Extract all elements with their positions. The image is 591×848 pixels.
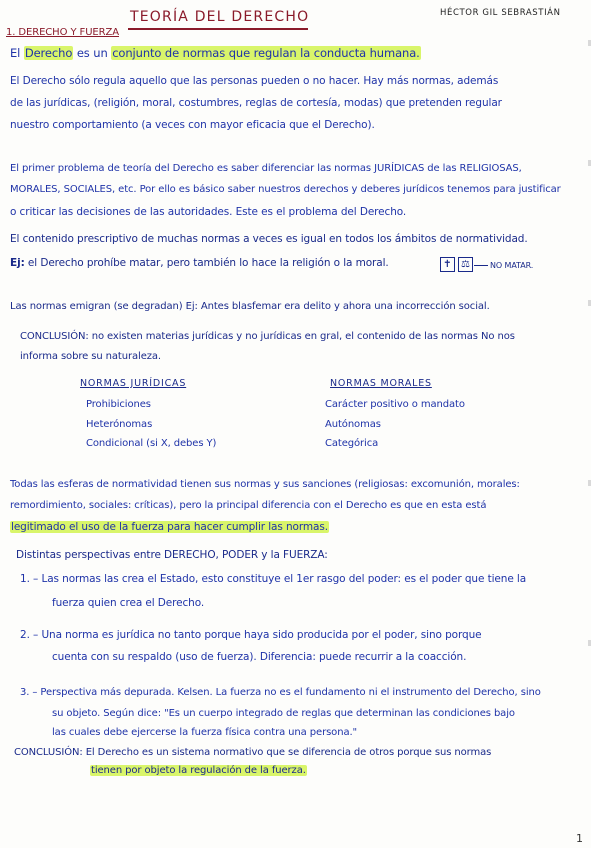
juridicas-item: Heterónomas: [86, 419, 153, 430]
example-text: el Derecho prohíbe matar, pero también lo hace la religión o la moral.: [27, 257, 389, 269]
title-underline: [128, 28, 308, 30]
problem-line-1: El primer problema de teoría del Derecho es saber diferenciar las normas JURÍDICAS de las RELIGIOSAS,: [10, 163, 522, 174]
perspective2-line-1: 2. – Una norma es jurídica no tanto porque haya sido producida por el poder, sino porque: [20, 629, 482, 641]
intro-definition: [10, 46, 421, 60]
conclusion1-line-2: informa sobre su naturaleza.: [20, 351, 162, 362]
conclusion2-line-2: [90, 764, 307, 778]
conclusion2-line-1: CONCLUSIÓN: El Derecho es un sistema normativo que se diferencia de otros porque sus normas: [14, 747, 492, 758]
morales-item: Autónomas: [325, 419, 381, 430]
spheres-line-3: [10, 520, 329, 534]
arrow-icon: [474, 265, 488, 266]
perspective1-line-2: fuerza quien crea el Derecho.: [52, 597, 205, 609]
perspective3-line-2: su objeto. Según dice: "Es un cuerpo integrado de reglas que determinan las condiciones bajo: [52, 708, 515, 719]
highlight-definition: conjunto de normas que regulan la conducta humana.: [112, 46, 420, 60]
spheres-line-1: Todas las esferas de normatividad tienen sus normas y sus sanciones (religiosas: excomunión, morales:: [10, 479, 520, 490]
perspective1-line-1: 1. – Las normas las crea el Estado, esto constituye el 1er rasgo del poder: es el poder que tiene la: [20, 573, 527, 585]
juridicas-item: Prohibiciones: [86, 399, 151, 410]
perspective3-line-3: las cuales debe ejercerse la fuerza física contra una persona.": [52, 727, 358, 738]
author-name: HÉCTOR GIL SEBRASTIÁN: [440, 8, 561, 18]
highlight-conclusion: tienen por objeto la regulación de la fuerza.: [91, 765, 306, 776]
intro-text-b: es un: [76, 46, 108, 60]
morales-heading: NORMAS MORALES: [330, 378, 432, 389]
problem-line-3: o criticar las decisiones de las autoridades. Este es el problema del Derecho.: [10, 206, 407, 218]
law-book-icon: ⚖: [458, 257, 473, 272]
morales-item: Carácter positivo o mandato: [325, 399, 465, 410]
intro-text-a: El: [10, 46, 21, 60]
intro-line-3: nuestro comportamiento (a veces con mayor eficacia que el Derecho).: [10, 119, 375, 131]
page-number: 1: [576, 832, 583, 845]
problem-line-2: MORALES, SOCIALES, etc. Por ello es básico saber nuestros derechos y deberes jurídicos tenemos para justificar: [10, 184, 561, 195]
highlight-derecho: Derecho: [24, 46, 73, 60]
highlight-legitimado: legitimado el uso de la fuerza para hacer cumplir las normas.: [11, 521, 328, 533]
cross-icon: ✝: [440, 257, 455, 272]
conclusion1-line-1: CONCLUSIÓN: no existen materias jurídicas y no jurídicas en gral, el contenido de las normas No nos: [20, 331, 515, 342]
morales-item: Categórica: [325, 438, 379, 449]
juridicas-item: Condicional (si X, debes Y): [86, 438, 217, 449]
content-line-1: El contenido prescriptivo de muchas normas a veces es igual en todos los ámbitos de normatividad.: [10, 233, 528, 245]
icon-note: NO MATAR.: [490, 261, 534, 270]
intro-line-1: El Derecho sólo regula aquello que las personas pueden o no hacer. Hay más normas, además: [10, 75, 499, 87]
perspective3-line-1: 3. – Perspectiva más depurada. Kelsen. La fuerza no es el fundamento ni el instrumento del Derecho, sino: [20, 687, 541, 698]
intro-line-2: de las jurídicas, (religión, moral, costumbres, reglas de cortesía, modas) que pretenden regular: [10, 97, 502, 109]
example-label: Ej:: [10, 257, 25, 269]
perspective2-line-2: cuenta con su respaldo (uso de fuerza). Diferencia: puede recurrir a la coacción.: [52, 651, 467, 663]
content-line-2: [10, 256, 389, 270]
page-title: TEORÍA DEL DERECHO: [130, 9, 310, 25]
migration-text: Las normas emigran (se degradan) Ej: Antes blasfemar era delito y ahora una incorrección social.: [10, 301, 490, 312]
spheres-line-2: remordimiento, sociales: críticas), pero la principal diferencia con el Derecho es que en esta está: [10, 500, 487, 511]
perspectives-intro: Distintas perspectivas entre DERECHO, PODER y la FUERZA:: [16, 549, 328, 561]
juridicas-heading: NORMAS JURÍDICAS: [80, 378, 187, 389]
section-label: 1. DERECHO Y FUERZA: [6, 27, 119, 38]
